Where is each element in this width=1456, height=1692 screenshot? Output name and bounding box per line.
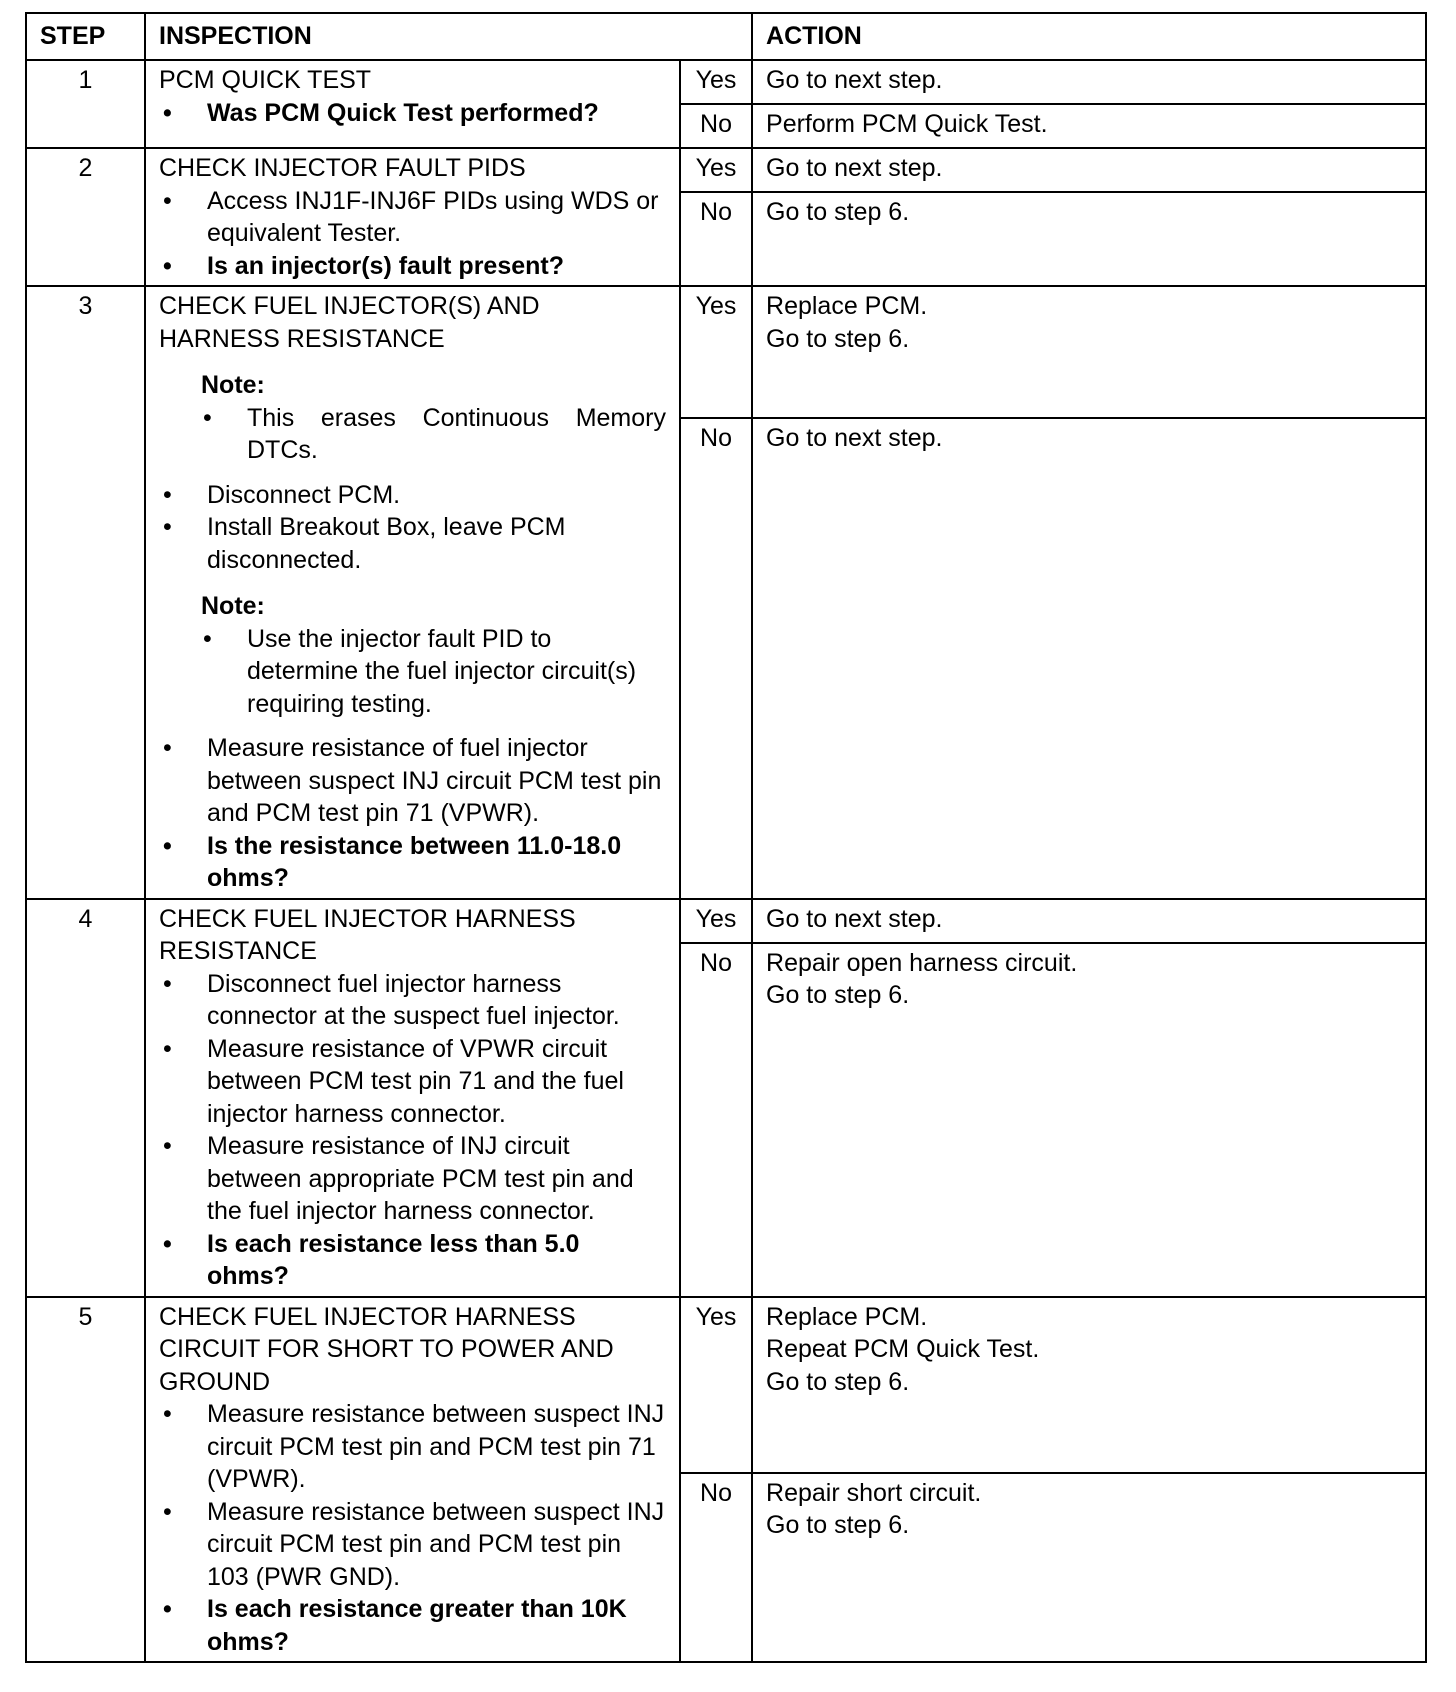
step-1-title: PCM QUICK TEST — [159, 66, 372, 94]
step-3-note-1-line-2: DTCs. — [247, 436, 318, 464]
step-3-title: CHECK FUEL INJECTOR(S) AND HARNESS RESISTANCE — [159, 292, 540, 353]
step-3-yes-action-line-2: Go to step 6. — [766, 324, 910, 353]
step-2-question: • Is an injector(s) fault present? — [159, 250, 666, 283]
step-3-question: • Is the resistance between 11.0-18.0 ohms? — [159, 830, 666, 895]
step-3-yes-action-line-1: Replace PCM. — [766, 292, 928, 320]
step-5-no-action-line-1: Repair short circuit. — [766, 1478, 982, 1507]
step-3-note-1-line-1: • This erases Continuous Memory — [247, 403, 666, 432]
step-5-yes-action — [752, 1297, 1426, 1473]
step-2-no-label: No — [680, 192, 752, 286]
step-1-question: • Was PCM Quick Test performed? — [159, 97, 666, 130]
step-3-note-1 — [201, 369, 666, 467]
step-1-number: 1 — [26, 60, 145, 148]
step-2-yes-label: Yes — [680, 148, 752, 192]
step-2-inspection — [145, 148, 680, 286]
step-4-yes-label: Yes — [680, 899, 752, 943]
step-5-yes-action-line-3: Go to step 6. — [766, 1367, 910, 1396]
step-3-bullet-3: • Measure resistance of fuel injector between suspect INJ circuit PCM test pin and PCM test pin 71 (VPWR). — [159, 732, 666, 830]
step-2-yes-action: Go to next step. — [752, 148, 1426, 192]
step-3-bullet-1: • Disconnect PCM. — [159, 479, 666, 512]
step-1-no-label: No — [680, 104, 752, 148]
step-5-yes-action-line-1: Replace PCM. — [766, 1302, 928, 1331]
header-row — [26, 13, 1426, 60]
step-1-yes-action: Go to next step. — [752, 60, 1426, 104]
step-3-note-2-text: • Use the injector fault PID to determine the fuel injector circuit(s) requiring testing. — [201, 623, 666, 721]
step-4-no-action-line-1: Repair open harness circuit. — [766, 948, 1078, 977]
step-3-inspection — [145, 286, 680, 899]
step-2-yes-row — [26, 148, 1426, 192]
step-1-no-action: Perform PCM Quick Test. — [752, 104, 1426, 148]
step-5-inspection — [145, 1297, 680, 1663]
step-2-number: 2 — [26, 148, 145, 286]
step-4-bullet-1: • Disconnect fuel injector harness connector at the suspect fuel injector. — [159, 968, 666, 1033]
step-1-yes-row — [26, 60, 1426, 104]
step-5-no-label: No — [680, 1473, 752, 1663]
step-3-note-1-text — [201, 402, 666, 467]
step-4-no-action-line-2: Go to step 6. — [766, 981, 910, 1009]
step-3-no-action: Go to next step. — [752, 418, 1426, 899]
step-3-yes-label: Yes — [680, 286, 752, 418]
step-4-title: CHECK FUEL INJECTOR HARNESS RESISTANCE — [159, 904, 576, 965]
step-4-bullet-2: • Measure resistance of VPWR circuit between PCM test pin 71 and the fuel injector harness connector. — [159, 1033, 666, 1131]
step-5-yes-action-line-2: Repeat PCM Quick Test. — [766, 1335, 1040, 1363]
step-3-bullet-2: • Install Breakout Box, leave PCM disconnected. — [159, 511, 666, 576]
step-2-bullet-1: • Access INJ1F-INJ6F PIDs using WDS or equivalent Tester. — [159, 185, 666, 250]
step-3-note-2 — [201, 590, 666, 720]
step-5-yes-row — [26, 1297, 1426, 1473]
step-4-number: 4 — [26, 899, 145, 1297]
step-3-yes-action — [752, 286, 1426, 418]
step-5-bullet-1: • Measure resistance between suspect INJ circuit PCM test pin and PCM test pin 71 (VPWR). — [159, 1398, 666, 1496]
step-5-number: 5 — [26, 1297, 145, 1663]
step-4-yes-row — [26, 899, 1426, 943]
step-5-yes-label: Yes — [680, 1297, 752, 1473]
step-5-title: CHECK FUEL INJECTOR HARNESS CIRCUIT FOR SHORT TO POWER AND GROUND — [159, 1302, 614, 1396]
step-5-question: • Is each resistance greater than 10K ohms? — [159, 1593, 666, 1658]
step-1-yes-label: Yes — [680, 60, 752, 104]
step-4-bullet-3: • Measure resistance of INJ circuit between appropriate PCM test pin and the fuel injector harness connector. — [159, 1130, 666, 1228]
step-2-title: CHECK INJECTOR FAULT PIDS — [159, 154, 526, 182]
step-4-yes-action: Go to next step. — [752, 899, 1426, 943]
step-3-note-2-label: Note: — [201, 592, 265, 620]
step-4-inspection — [145, 899, 680, 1297]
step-4-no-label: No — [680, 943, 752, 1297]
diagnostic-table — [25, 12, 1427, 1663]
step-3-number: 3 — [26, 286, 145, 899]
step-5-no-action — [752, 1473, 1426, 1663]
inspection-column-header: INSPECTION — [145, 13, 752, 60]
action-column-header: ACTION — [752, 13, 1426, 60]
step-1-inspection — [145, 60, 680, 148]
step-4-question: • Is each resistance less than 5.0 ohms? — [159, 1228, 666, 1293]
step-3-no-label: No — [680, 418, 752, 899]
step-2-no-action: Go to step 6. — [752, 192, 1426, 286]
step-column-header: STEP — [26, 13, 145, 60]
step-3-note-1-label: Note: — [201, 371, 265, 399]
step-4-no-action — [752, 943, 1426, 1297]
step-5-no-action-line-2: Go to step 6. — [766, 1511, 910, 1539]
step-5-bullet-2: • Measure resistance between suspect INJ circuit PCM test pin and PCM test pin 103 (PWR GND). — [159, 1496, 666, 1594]
step-3-yes-row — [26, 286, 1426, 418]
